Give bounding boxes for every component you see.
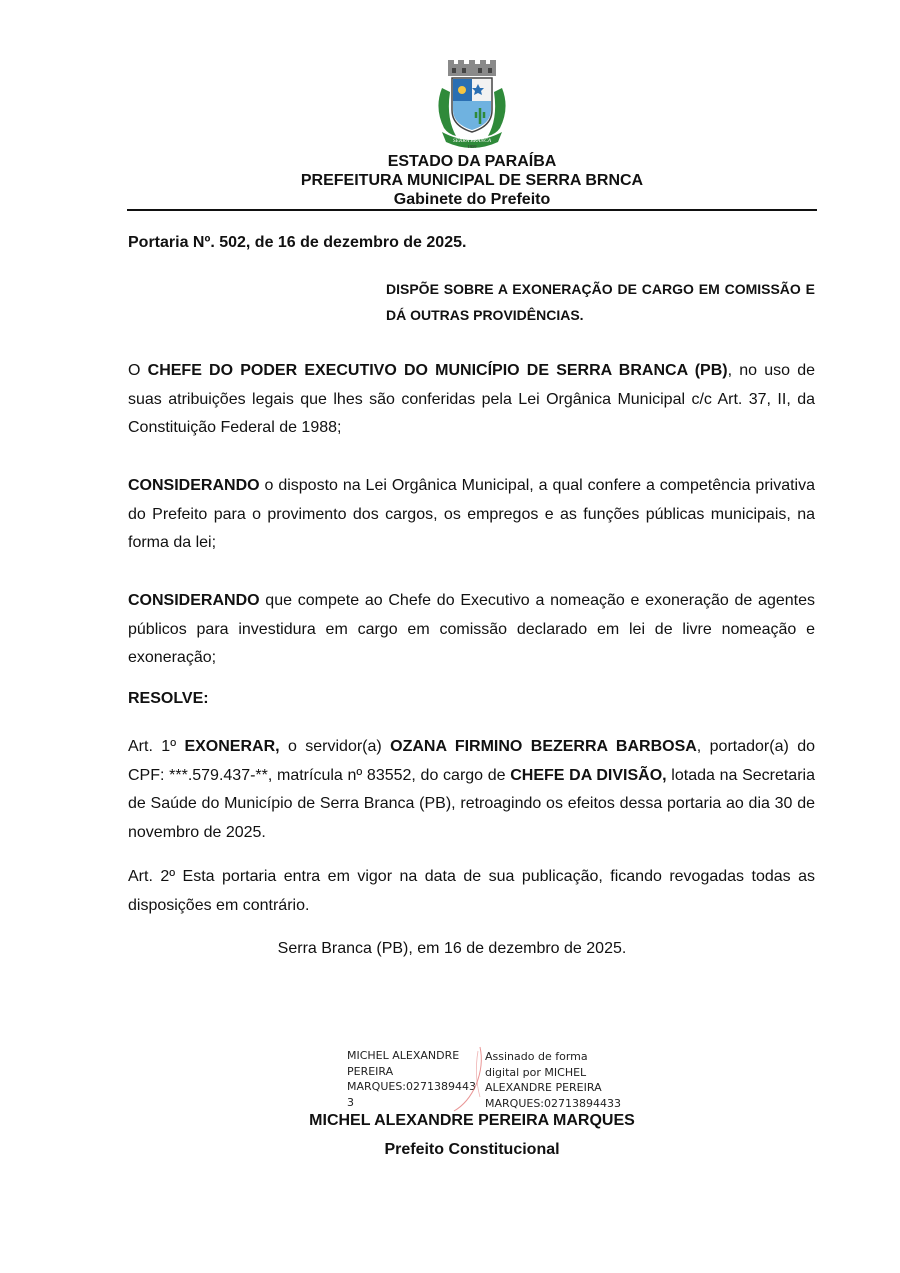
sig-left-line: MICHEL ALEXANDRE [347, 1049, 460, 1062]
art1-text-2: o servidor(a) [279, 738, 391, 755]
considerando-label: CONSIDERANDO [128, 477, 260, 494]
sig-right-line: Assinado de forma [485, 1050, 588, 1063]
sig-left-line: MARQUES:0271389443 [347, 1080, 476, 1093]
considerando-paragraph-1 [128, 472, 815, 558]
municipal-coat-of-arms [432, 58, 512, 148]
considerando-paragraph-2 [128, 587, 815, 673]
header-office: Gabinete do Prefeito [393, 191, 551, 208]
art1-position: CHEFE DA DIVISÃO, [510, 766, 667, 784]
considerando-label: CONSIDERANDO [128, 592, 260, 609]
crown-icon [448, 60, 496, 76]
sig-right-line: ALEXANDRE PEREIRA [485, 1081, 602, 1094]
header-divider [127, 209, 817, 211]
preamble-text-2: , no uso de suas atribuições legais que lhes são conferidas pela Lei Orgânica Municipal c/c Art. 37, II, da Constituição Federal de 1988; [128, 362, 816, 436]
article-1 [128, 733, 815, 847]
signature-mark-icon [450, 1045, 490, 1115]
art1-text-4: lotada na Secretaria de Saúde do Município de Serra Branca (PB), retroagindo os efeitos dessa portaria ao dia 30 de novembro de 2025. [128, 766, 815, 841]
crest-year: 1959 [467, 144, 477, 148]
signer-name: MICHEL ALEXANDRE PEREIRA MARQUES [309, 1112, 635, 1129]
resolve-heading: RESOLVE: [128, 690, 209, 707]
sig-left-line: PEREIRA [347, 1064, 394, 1078]
place-and-date: Serra Branca (PB), em 16 de dezembro de 2025. [277, 940, 627, 957]
signer-role: Prefeito Constitucional [384, 1141, 560, 1158]
considerando-text: o disposto na Lei Orgânica Municipal, a qual confere a competência privativa do Prefeito para o provimento dos cargos, os empregos e as funções públicas municipais, na forma da lei; [128, 477, 815, 551]
header-state: ESTADO DA PARAÍBA [387, 153, 557, 170]
preamble-paragraph [128, 357, 815, 443]
art1-action: EXONERAR, [184, 738, 280, 755]
considerando-text: que compete ao Chefe do Executivo a nomeação e exoneração de agentes públicos para investidura em cargo em comissão declarado em lei de livre nomeação e exoneração; [128, 592, 815, 666]
preamble-text-1: O [128, 362, 148, 379]
portaria-title: Portaria Nº. 502, de 16 de dezembro de 2025. [128, 234, 467, 251]
sig-left-line: 3 [347, 1095, 354, 1109]
crest-ribbon-text: SERRA BRANCA [452, 138, 492, 144]
ementa: DISPÕE SOBRE A EXONERAÇÃO DE CARGO EM COMISSÃO E DÁ OUTRAS PROVIDÊNCIAS. [386, 281, 815, 323]
preamble-authority: CHEFE DO PODER EXECUTIVO DO MUNICÍPIO DE SERRA BRANCA (PB) [147, 362, 728, 379]
article-2: Art. 2º Esta portaria entra em vigor na data de sua publicação, ficando revogadas todas as disposições em contrário. [128, 868, 815, 914]
art1-text-3: , portador(a) do CPF: ***.579.437-**, matrícula nº 83552, do cargo de [128, 738, 815, 784]
art1-text-1: Art. 1º [128, 738, 185, 755]
header-municipality: PREFEITURA MUNICIPAL DE SERRA BRNCA [300, 172, 644, 189]
art1-servant-name: OZANA FIRMINO BEZERRA BARBOSA [390, 738, 697, 755]
sig-right-line: digital por MICHEL [485, 1065, 587, 1079]
digital-signature-right [485, 1049, 621, 1111]
sig-right-line: MARQUES:02713894433 [485, 1096, 621, 1110]
shield-icon [452, 78, 492, 132]
